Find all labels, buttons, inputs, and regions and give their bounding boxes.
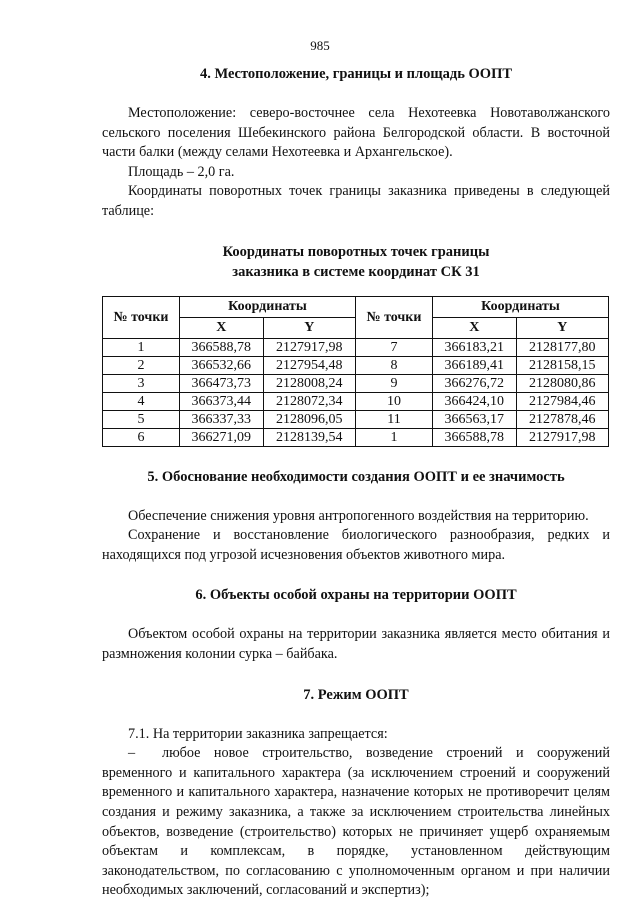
x-value: 366563,17 — [432, 410, 516, 428]
table-row — [103, 428, 609, 446]
col-x-header-right: X — [432, 317, 516, 338]
page-number: 985 — [310, 38, 330, 53]
point-number: 8 — [355, 356, 432, 374]
section-5-paragraph-1: Обеспечение снижения уровня антропогенного воздействия на территорию. — [128, 507, 589, 524]
y-value: 2128177,80 — [516, 338, 608, 356]
x-value: 366532,66 — [180, 356, 264, 374]
col-y-header-left: Y — [263, 317, 355, 338]
area-paragraph: Площадь – 2,0 га. — [128, 163, 235, 180]
col-y-header-right: Y — [516, 317, 608, 338]
col-coords-header-left: Координаты — [180, 296, 356, 317]
y-value: 2128080,86 — [516, 374, 608, 392]
table-title-line-1: Координаты поворотных точек границы — [222, 243, 490, 260]
x-value: 366588,78 — [180, 338, 264, 356]
section-5-paragraph-2: Сохранение и восстановление биологического разнообразия, редких и находящихся под угрозой исчезновения объектов животного мира. — [102, 527, 610, 563]
x-value: 366183,21 — [432, 338, 516, 356]
x-value: 366473,73 — [180, 374, 264, 392]
y-value: 2127917,98 — [263, 338, 355, 356]
point-number: 5 — [103, 410, 180, 428]
section-6-paragraph-1: Объектом особой охраны на территории заказника является место обитания и размножения колонии сурка – байбака. — [102, 626, 610, 662]
section-7-paragraph-1: 7.1. На территории заказника запрещается: — [128, 725, 388, 742]
x-value: 366424,10 — [432, 392, 516, 410]
y-value: 2128096,05 — [263, 410, 355, 428]
x-value: 366373,44 — [180, 392, 264, 410]
prohibition-list-item — [102, 744, 610, 901]
table-row — [103, 338, 609, 356]
section-7-heading: 7. Режим ООПТ — [303, 686, 409, 703]
x-value: 366337,33 — [180, 410, 264, 428]
point-number: 1 — [103, 338, 180, 356]
x-value: 366189,41 — [432, 356, 516, 374]
y-value: 2128008,24 — [263, 374, 355, 392]
x-value: 366588,78 — [432, 428, 516, 446]
section-6-heading: 6. Объекты особой охраны на территории ООПТ — [195, 587, 517, 604]
point-number: 4 — [103, 392, 180, 410]
col-point-header-left: № точки — [103, 296, 180, 338]
table-row — [103, 356, 609, 374]
prohibition-item-text: любое новое строительство, возведение строений и сооружений временного и капитального характера (за исключением строений и сооружений временного и капитального характера, назначение которых не противоречит целям создания и режиму заказника, а также за исключением строительства линейных объектов, возведение (строительство) которых не причиняет ущерб охраняемым объектам и комплексам, в порядке, установленном действующим законодательством, по согласованию с уполномоченным органом и при наличии необходимых заключений, согласований и экспертиз); — [102, 745, 610, 899]
table-intro-paragraph: Координаты поворотных точек границы заказника приведены в следующей таблице: — [102, 183, 610, 219]
coordinates-table — [102, 296, 609, 447]
col-point-header-right: № точки — [355, 296, 432, 338]
y-value: 2128072,34 — [263, 392, 355, 410]
point-number: 7 — [355, 338, 432, 356]
col-x-header-left: X — [180, 317, 264, 338]
y-value: 2127878,46 — [516, 410, 608, 428]
document-body — [102, 64, 610, 901]
table-row — [103, 392, 609, 410]
section-4-heading: 4. Местоположение, границы и площадь ООПТ — [199, 66, 513, 82]
y-value: 2127984,46 — [516, 392, 608, 410]
point-number: 11 — [355, 410, 432, 428]
point-number: 1 — [355, 428, 432, 446]
x-value: 366271,09 — [180, 428, 264, 446]
y-value: 2127954,48 — [263, 356, 355, 374]
x-value: 366276,72 — [432, 374, 516, 392]
list-dash: – — [128, 745, 136, 762]
point-number: 9 — [355, 374, 432, 392]
col-coords-header-right: Координаты — [432, 296, 608, 317]
table-row — [103, 374, 609, 392]
table-title-line-2: заказника в системе координат СК 31 — [232, 263, 480, 280]
section-5-heading: 5. Обоснование необходимости создания ООПТ и ее значимость — [147, 468, 565, 485]
y-value: 2128139,54 — [263, 428, 355, 446]
y-value: 2128158,15 — [516, 356, 608, 374]
point-number: 6 — [103, 428, 180, 446]
table-row — [103, 410, 609, 428]
point-number: 2 — [103, 356, 180, 374]
point-number: 3 — [103, 374, 180, 392]
location-paragraph: Местоположение: северо-восточнее села Нехотеевка Новотаволжанского сельского поселения Шебекинского района Белгородской области. В восточной части балки (между селами Нехотеевка и Архангельское). — [102, 105, 610, 161]
point-number: 10 — [355, 392, 432, 410]
y-value: 2127917,98 — [516, 428, 608, 446]
